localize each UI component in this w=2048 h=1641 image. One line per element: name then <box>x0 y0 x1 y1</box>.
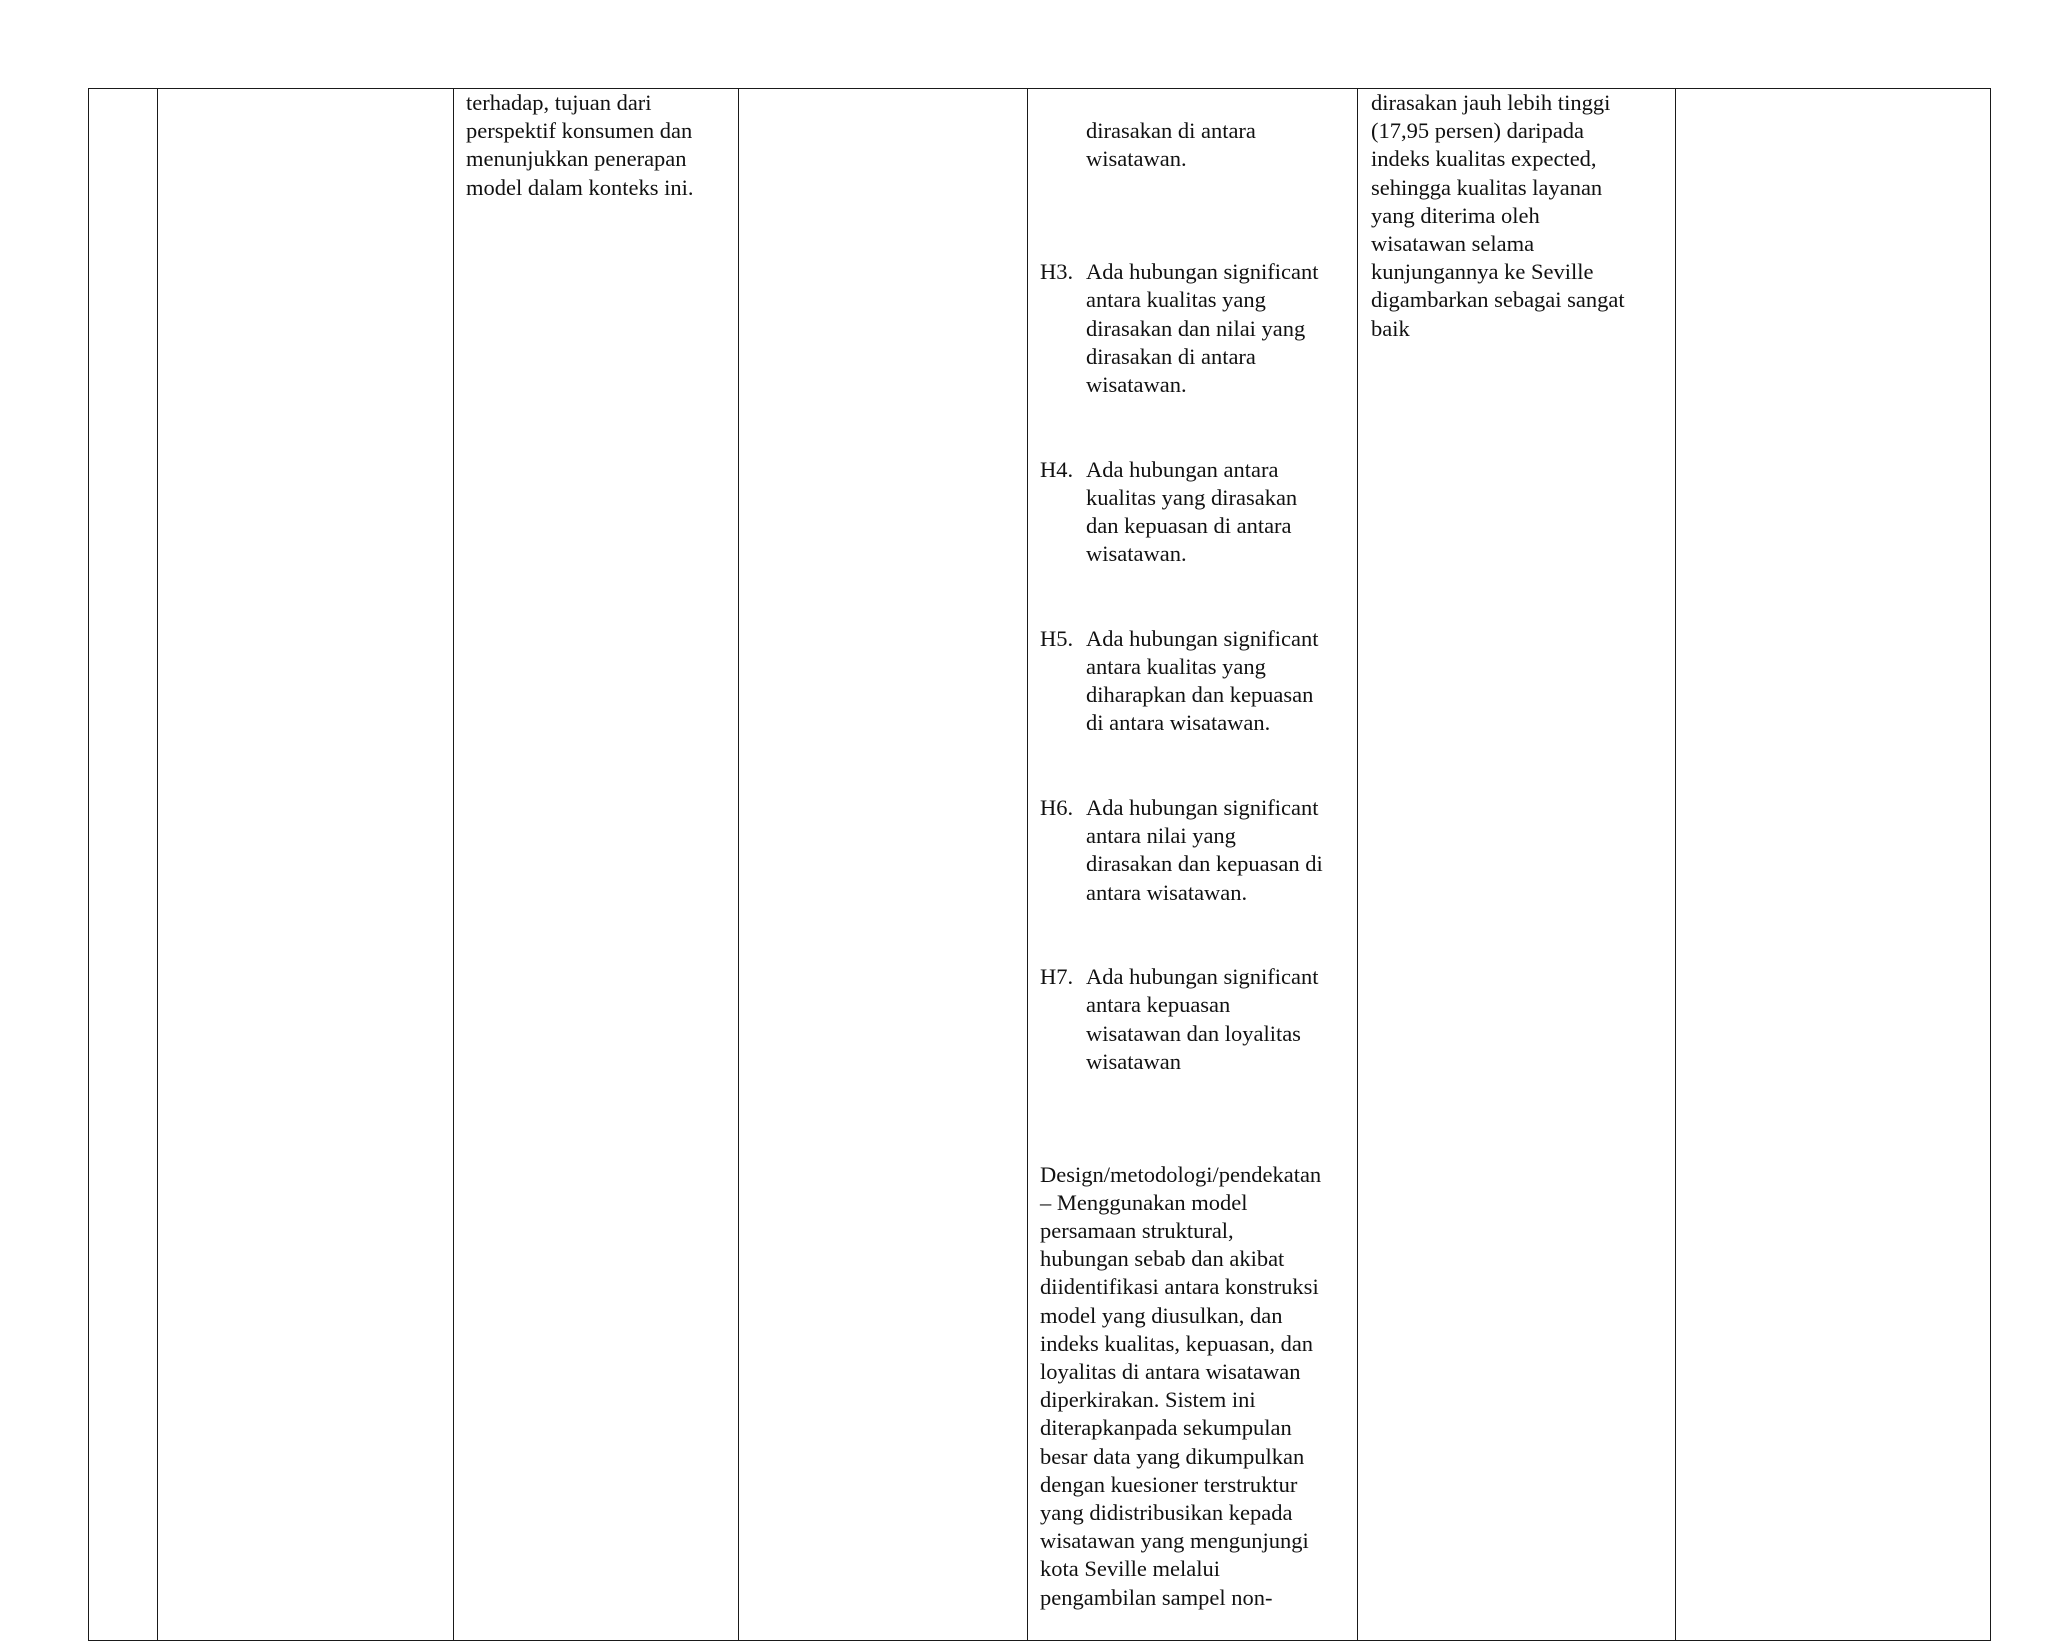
hypothesis-text: Ada hubungan significant antara kualitas yang dirasakan dan nilai yang dirasakan di antara wisatawan. <box>1086 259 1319 398</box>
hypothesis-continuation: dirasakan di antara wisatawan. <box>1086 118 1256 172</box>
hypothesis-h4 <box>1040 456 1349 569</box>
hypothesis-label: H3. <box>1040 259 1074 285</box>
findings-text: dirasakan jauh lebih tinggi (17,95 persen) daripada indeks kualitas expected, sehingga kualitas layanan yang diterima oleh wisatawan selama kunjungannya ke Seville digambarkan sebagai sangat baik <box>1371 90 1625 341</box>
hypothesis-h6 <box>1040 794 1349 907</box>
hypothesis-h7 <box>1040 963 1349 1076</box>
hypothesis-h3 <box>1040 258 1349 399</box>
hypothesis-text: Ada hubungan significant antara nilai yang dirasakan dan kepuasan di antara wisatawan. <box>1086 795 1323 905</box>
literature-review-table <box>88 88 1991 1641</box>
cell-column-2 <box>158 89 454 1641</box>
cell-column-7 <box>1676 89 1991 1641</box>
column-3-text: terhadap, tujuan dari perspektif konsumen dan menunjukkan penerapan model dalam konteks ini. <box>466 90 694 200</box>
hypothesis-label: H6. <box>1040 795 1074 821</box>
hypothesis-text: Ada hubungan significant antara kepuasan wisatawan dan loyalitas wisatawan <box>1086 964 1319 1074</box>
cell-column-3 <box>454 89 739 1641</box>
table-row <box>89 89 1991 1641</box>
cell-hypotheses <box>1028 89 1358 1641</box>
hypothesis-label: H5. <box>1040 625 1074 651</box>
hypothesis-text: Ada hubungan significant antara kualitas yang diharapkan dan kepuasan di antara wisatawan. <box>1086 625 1319 736</box>
methodology-text: Design/metodologi/pendekatan – Menggunakan model persamaan struktural, hubungan sebab dan akibat diidentifikasi antara konstruksi model yang diusulkan, dan indeks kualitas, kepuasan, dan loyalitas di antara wisatawan diperkirakan. Sistem ini diterapkanpada sekumpulan besar data yang dikumpulkan dengan kuesioner terstruktur yang didistribusikan kepada wisatawan yang mengunjungi kota Seville melalui pengambilan sampel non- <box>1040 1161 1322 1610</box>
hypothesis-text: Ada hubungan antara kualitas yang dirasakan dan kepuasan di antara wisatawan. <box>1086 456 1298 567</box>
hypothesis-label: H4. <box>1040 456 1074 482</box>
cell-number <box>89 89 158 1641</box>
hypothesis-h5 <box>1040 625 1349 738</box>
hypothesis-label: H7. <box>1040 964 1074 990</box>
cell-findings <box>1358 89 1676 1641</box>
cell-column-4 <box>739 89 1028 1641</box>
